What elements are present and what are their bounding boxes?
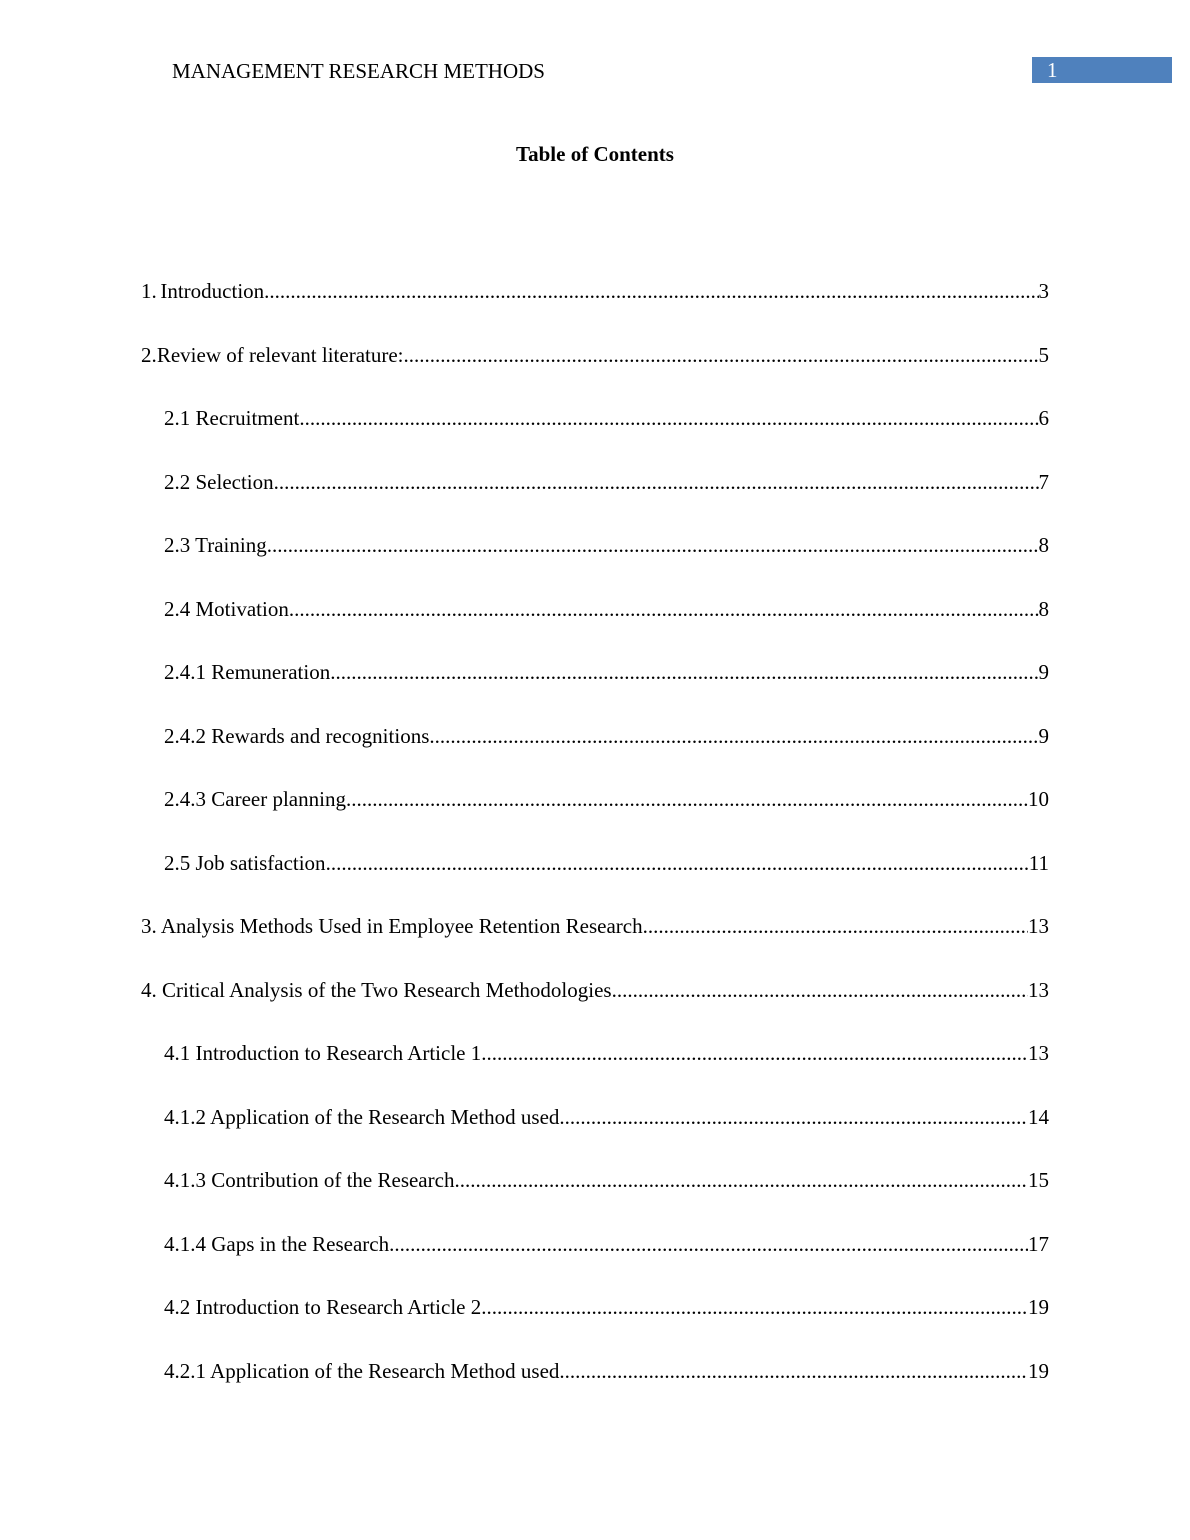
toc-entry-label: 3. Analysis Methods Used in Employee Retention Research <box>141 914 643 938</box>
toc-entry-page-number: 13 <box>1028 1041 1049 1065</box>
toc-entry[interactable] <box>164 531 1049 559</box>
toc-entry-page-number: 13 <box>1028 914 1049 938</box>
toc-dot-leader <box>612 976 1028 1004</box>
toc-entry-number: 1. <box>141 279 157 303</box>
toc-entry-page-number: 3 <box>1038 279 1049 303</box>
toc-entry[interactable] <box>164 722 1049 750</box>
toc-dot-leader <box>481 1293 1028 1321</box>
toc-dot-leader <box>264 277 1038 305</box>
toc-dot-leader <box>559 1103 1028 1131</box>
toc-entry-page-number: 19 <box>1028 1358 1049 1383</box>
toc-entry-label: 4.1 Introduction to Research Article 1 <box>164 1041 482 1065</box>
toc-entry[interactable] <box>164 785 1049 813</box>
toc-dot-leader <box>326 849 1029 877</box>
toc-entry-label: 4.1.4 Gaps in the Research <box>164 1231 390 1256</box>
toc-dot-leader <box>643 912 1028 940</box>
toc-entry-label: Review of relevant literature: <box>156 342 404 367</box>
toc-entry-page-number: 19 <box>1028 1295 1049 1319</box>
toc-dot-leader <box>454 1166 1028 1194</box>
toc-entry-page-number: 15 <box>1028 1168 1049 1192</box>
toc-entry-label: 2.4 Motivation <box>164 596 289 621</box>
toc-entry-label: Introduction <box>160 279 265 303</box>
toc-entry-label: 2.2 Selection <box>164 469 274 494</box>
toc-dot-leader <box>299 404 1038 432</box>
toc-entry-label: 2.1 Recruitment <box>164 406 300 430</box>
toc-entry[interactable] <box>164 1166 1049 1194</box>
toc-entry-page-number: 9 <box>1038 660 1049 684</box>
toc-dot-leader <box>274 468 1039 496</box>
toc-dot-leader <box>346 785 1028 813</box>
toc-entry-page-number: 9 <box>1038 723 1049 748</box>
toc-entry[interactable] <box>164 1103 1049 1131</box>
toc-entry-page-number: 13 <box>1028 977 1049 1002</box>
toc-dot-leader <box>404 341 1039 369</box>
toc-dot-leader <box>389 1230 1028 1258</box>
toc-entry-page-number: 6 <box>1038 406 1049 430</box>
toc-entry-page-number: 14 <box>1028 1104 1049 1129</box>
toc-dot-leader <box>429 722 1038 750</box>
toc-dot-leader <box>330 658 1038 686</box>
toc-entry[interactable] <box>164 595 1049 623</box>
toc-entry[interactable] <box>164 1357 1049 1385</box>
toc-dot-leader <box>289 595 1039 623</box>
toc-entry-label: 2.5 Job satisfaction <box>164 850 326 875</box>
toc-entry-page-number: 11 <box>1028 850 1049 875</box>
toc-entry[interactable] <box>164 1293 1049 1321</box>
toc-entry-page-number: 8 <box>1038 533 1049 557</box>
toc-entry-page-number: 17 <box>1028 1231 1049 1256</box>
toc-entry[interactable] <box>164 468 1049 496</box>
toc-entry[interactable] <box>164 404 1049 432</box>
toc-entry-label: 4.2.1 Application of the Research Method used <box>164 1358 560 1383</box>
toc-entry[interactable] <box>164 658 1049 686</box>
toc-entry[interactable] <box>141 341 1049 369</box>
toc-entry[interactable] <box>164 849 1049 877</box>
toc-entry-number: 2. <box>141 342 157 367</box>
toc-entry-label: 4.1.2 Application of the Research Method used <box>164 1104 560 1129</box>
toc-title: Table of Contents <box>516 142 674 166</box>
page-number-badge: 1 <box>1032 57 1172 83</box>
toc-entry-label: 2.4.2 Rewards and recognitions <box>164 723 430 748</box>
toc-entry-page-number: 8 <box>1038 596 1049 621</box>
toc-dot-leader <box>559 1357 1028 1385</box>
toc-entry[interactable] <box>164 1039 1049 1067</box>
toc-entry-page-number: 7 <box>1038 469 1049 494</box>
toc-entry-label: 4.1.3 Contribution of the Research <box>164 1168 455 1192</box>
toc-entry-page-number: 10 <box>1028 787 1049 811</box>
running-header-title: MANAGEMENT RESEARCH METHODS <box>172 59 545 83</box>
toc-entry[interactable] <box>164 1230 1049 1258</box>
toc-entry-label: 4. Critical Analysis of the Two Research Methodologies <box>141 977 612 1002</box>
toc-entry-label: 2.3 Training <box>164 533 267 557</box>
toc-entry-label: 2.4.3 Career planning <box>164 787 346 811</box>
toc-entry[interactable] <box>141 277 1049 305</box>
toc-entry-label: 2.4.1 Remuneration <box>164 660 331 684</box>
toc-entry-label: 4.2 Introduction to Research Article 2 <box>164 1295 482 1319</box>
toc-entry[interactable] <box>141 976 1049 1004</box>
toc-dot-leader <box>267 531 1039 559</box>
toc-dot-leader <box>481 1039 1028 1067</box>
toc-entry-page-number: 5 <box>1038 342 1049 367</box>
toc-entry[interactable] <box>141 912 1049 940</box>
